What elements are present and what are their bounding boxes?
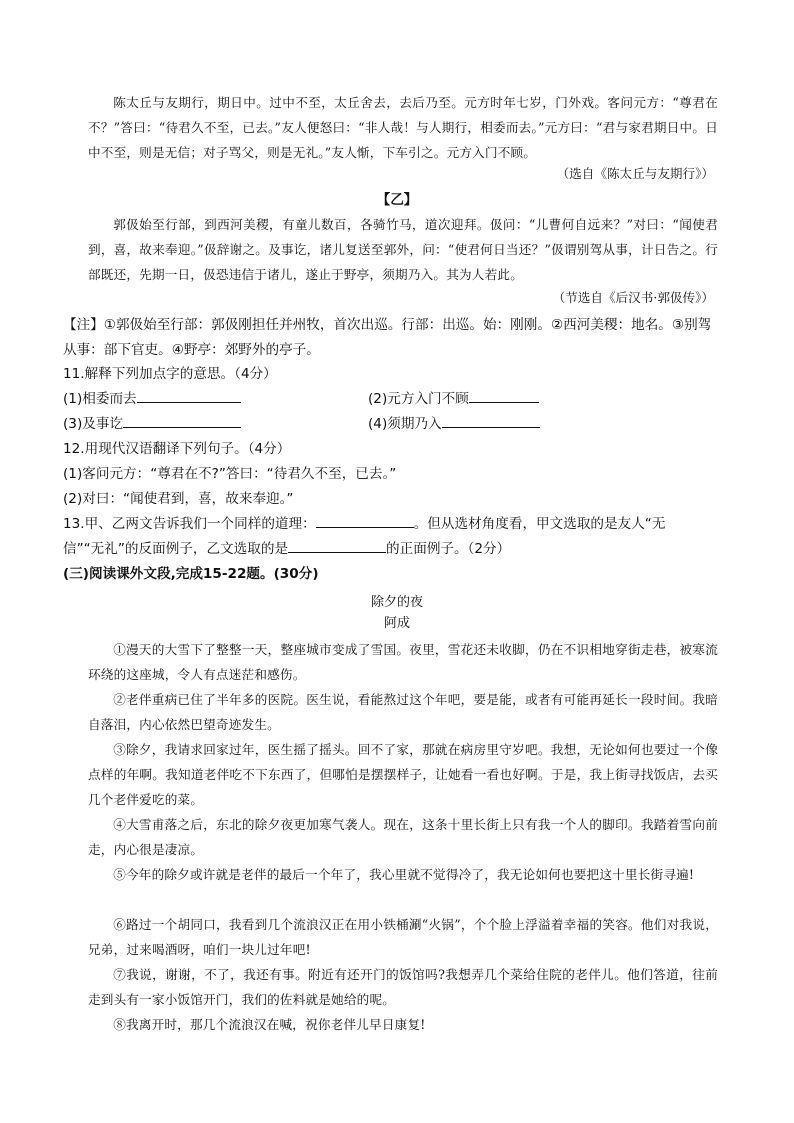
question-11-stem: 11.解释下列加点字的意思。（4分） xyxy=(63,366,277,382)
source-jia: （选自《陈太丘与友期行》） xyxy=(556,166,714,181)
q13-text-3: 信”“无礼”的反面例子，乙文选取的是 xyxy=(63,541,289,557)
question-11-row-1 xyxy=(63,387,743,412)
question-12-stem: 12.用现代汉语翻译下列句子。（4分） xyxy=(63,441,291,457)
q13-text-4: 的正面例子。（2分） xyxy=(386,541,511,557)
article-paragraph: ⑥路过一个胡同口，我看到几个流浪汉正在用小铁桶涮“火锅”，个个脸上浮溢着幸福的笑容。他们对我说，兄弟，过来喝酒呀，咱们一块儿过年吧! xyxy=(88,917,718,957)
question-11-row-2 xyxy=(63,412,743,437)
question-12-item-2: (2)对曰：“闻使君到，喜，故来奉迎。” xyxy=(63,491,294,507)
article-paragraph: ③除夕，我请求回家过年，医生摇了摇头。回不了家，那就在病房里守岁吧。我想，无论如何也要过一个像点样的年啊。我知道老伴吃不下东西了，但哪怕是摆摆样子，让她看一看也好啊。于是，我上街寻找饭店，去买几个老伴爱吃的菜。 xyxy=(88,742,718,807)
article-author: 阿成 xyxy=(383,616,410,631)
q11-item-1: (1)相委而去 xyxy=(63,391,137,407)
source-yi: （节选自《后汉书·郭伋传》） xyxy=(552,290,714,305)
article-paragraph: ①漫天的大雪下了整整一天，整座城市变成了雪国。夜里，雪花还未收脚，仍在不识相地穿街走巷，被寒流环绕的这座城，令人有点迷茫和感伤。 xyxy=(88,642,718,682)
article-paragraph: ②老伴重病已住了半年多的医院。医生说，看能熬过这个年吧，要是能，或者有可能再延长一段时间。我暗自落泪，内心依然巴望奇迹发生。 xyxy=(88,692,718,732)
article-paragraph: ⑤今年的除夕或许就是老伴的最后一个年了，我心里就不觉得冷了，我无论如何也要把这十里长街寻遍! xyxy=(113,867,695,882)
heading-yi: 【乙】 xyxy=(376,192,418,208)
q11-item-3: (3)及事讫 xyxy=(63,416,124,432)
section-3-heading: (三)阅读课外文段,完成15-22题。(30分) xyxy=(63,566,319,582)
passage-jia: 陈太丘与友期行，期日中。过中不至，太丘舍去，去后乃至。元方时年七岁，门外戏。客问元方：“尊君在不？”答曰：“待君久不至，已去。”友人便怒曰：“非人哉！与人期行，相委而去。”元方曰：“君与家君期日中。日中不至，则是无信；对子骂父，则是无礼。”友人惭，下车引之。元方入门不顾。 xyxy=(88,95,718,160)
annotation-note: 【注】①郭伋始至行部：郭伋刚担任并州牧，首次出巡。行部：出巡。始：刚刚。②西河美稷：地名。③别驾从事：部下官吏。④野亭：郊野外的亭子。 xyxy=(63,317,712,358)
q13-text-1: 13.甲、乙两文告诉我们一个同样的道理： xyxy=(63,516,316,532)
answer-blank[interactable] xyxy=(288,537,386,553)
answer-blank[interactable] xyxy=(137,387,241,403)
article-paragraph: ⑦我说，谢谢，不了，我还有事。附近有还开门的饭馆吗?我想弄几个菜给住院的老伴儿。他们答道，往前走到头有一家小饭馆开门，我们的佐料就是她给的呢。 xyxy=(88,967,718,1007)
article-paragraph: ④大雪甫落之后，东北的除夕夜更加寒气袭人。现在，这条十里长街上只有我一个人的脚印。我踏着雪向前走，内心很是凄凉。 xyxy=(88,817,718,857)
answer-blank[interactable] xyxy=(442,412,540,428)
passage-yi: 郭伋始至行部，到西河美稷，有童儿数百，各骑竹马，道次迎拜。伋问：“儿曹何自远来？”对曰：“闻使君到，喜，故来奉迎。”伋辞谢之。及事讫，诸儿复送至郭外，问：“使君何日当还？”伋谓别驾从事，计日告之。行部既还，先期一日，伋恐违信于诸儿，遂止于野亭，须期乃入。其为人若此。 xyxy=(88,217,718,282)
answer-blank[interactable] xyxy=(316,512,414,528)
q13-text-2: 。但从选材角度看，甲文选取的是友人“无 xyxy=(413,516,666,532)
q11-item-2: (2)元方入门不顾 xyxy=(368,391,469,407)
answer-blank[interactable] xyxy=(123,412,241,428)
q11-item-4: (4)须期乃入 xyxy=(368,416,442,432)
article-paragraph: ⑧我离开时，那几个流浪汉在喊，祝你老伴儿早日康复! xyxy=(113,1017,426,1032)
answer-blank[interactable] xyxy=(469,387,539,403)
question-12-item-1: (1)客问元方：“尊君在不?”答曰：“待君久不至，已去。” xyxy=(63,466,397,482)
article-title: 除夕的夜 xyxy=(370,595,423,610)
question-13 xyxy=(63,512,723,562)
